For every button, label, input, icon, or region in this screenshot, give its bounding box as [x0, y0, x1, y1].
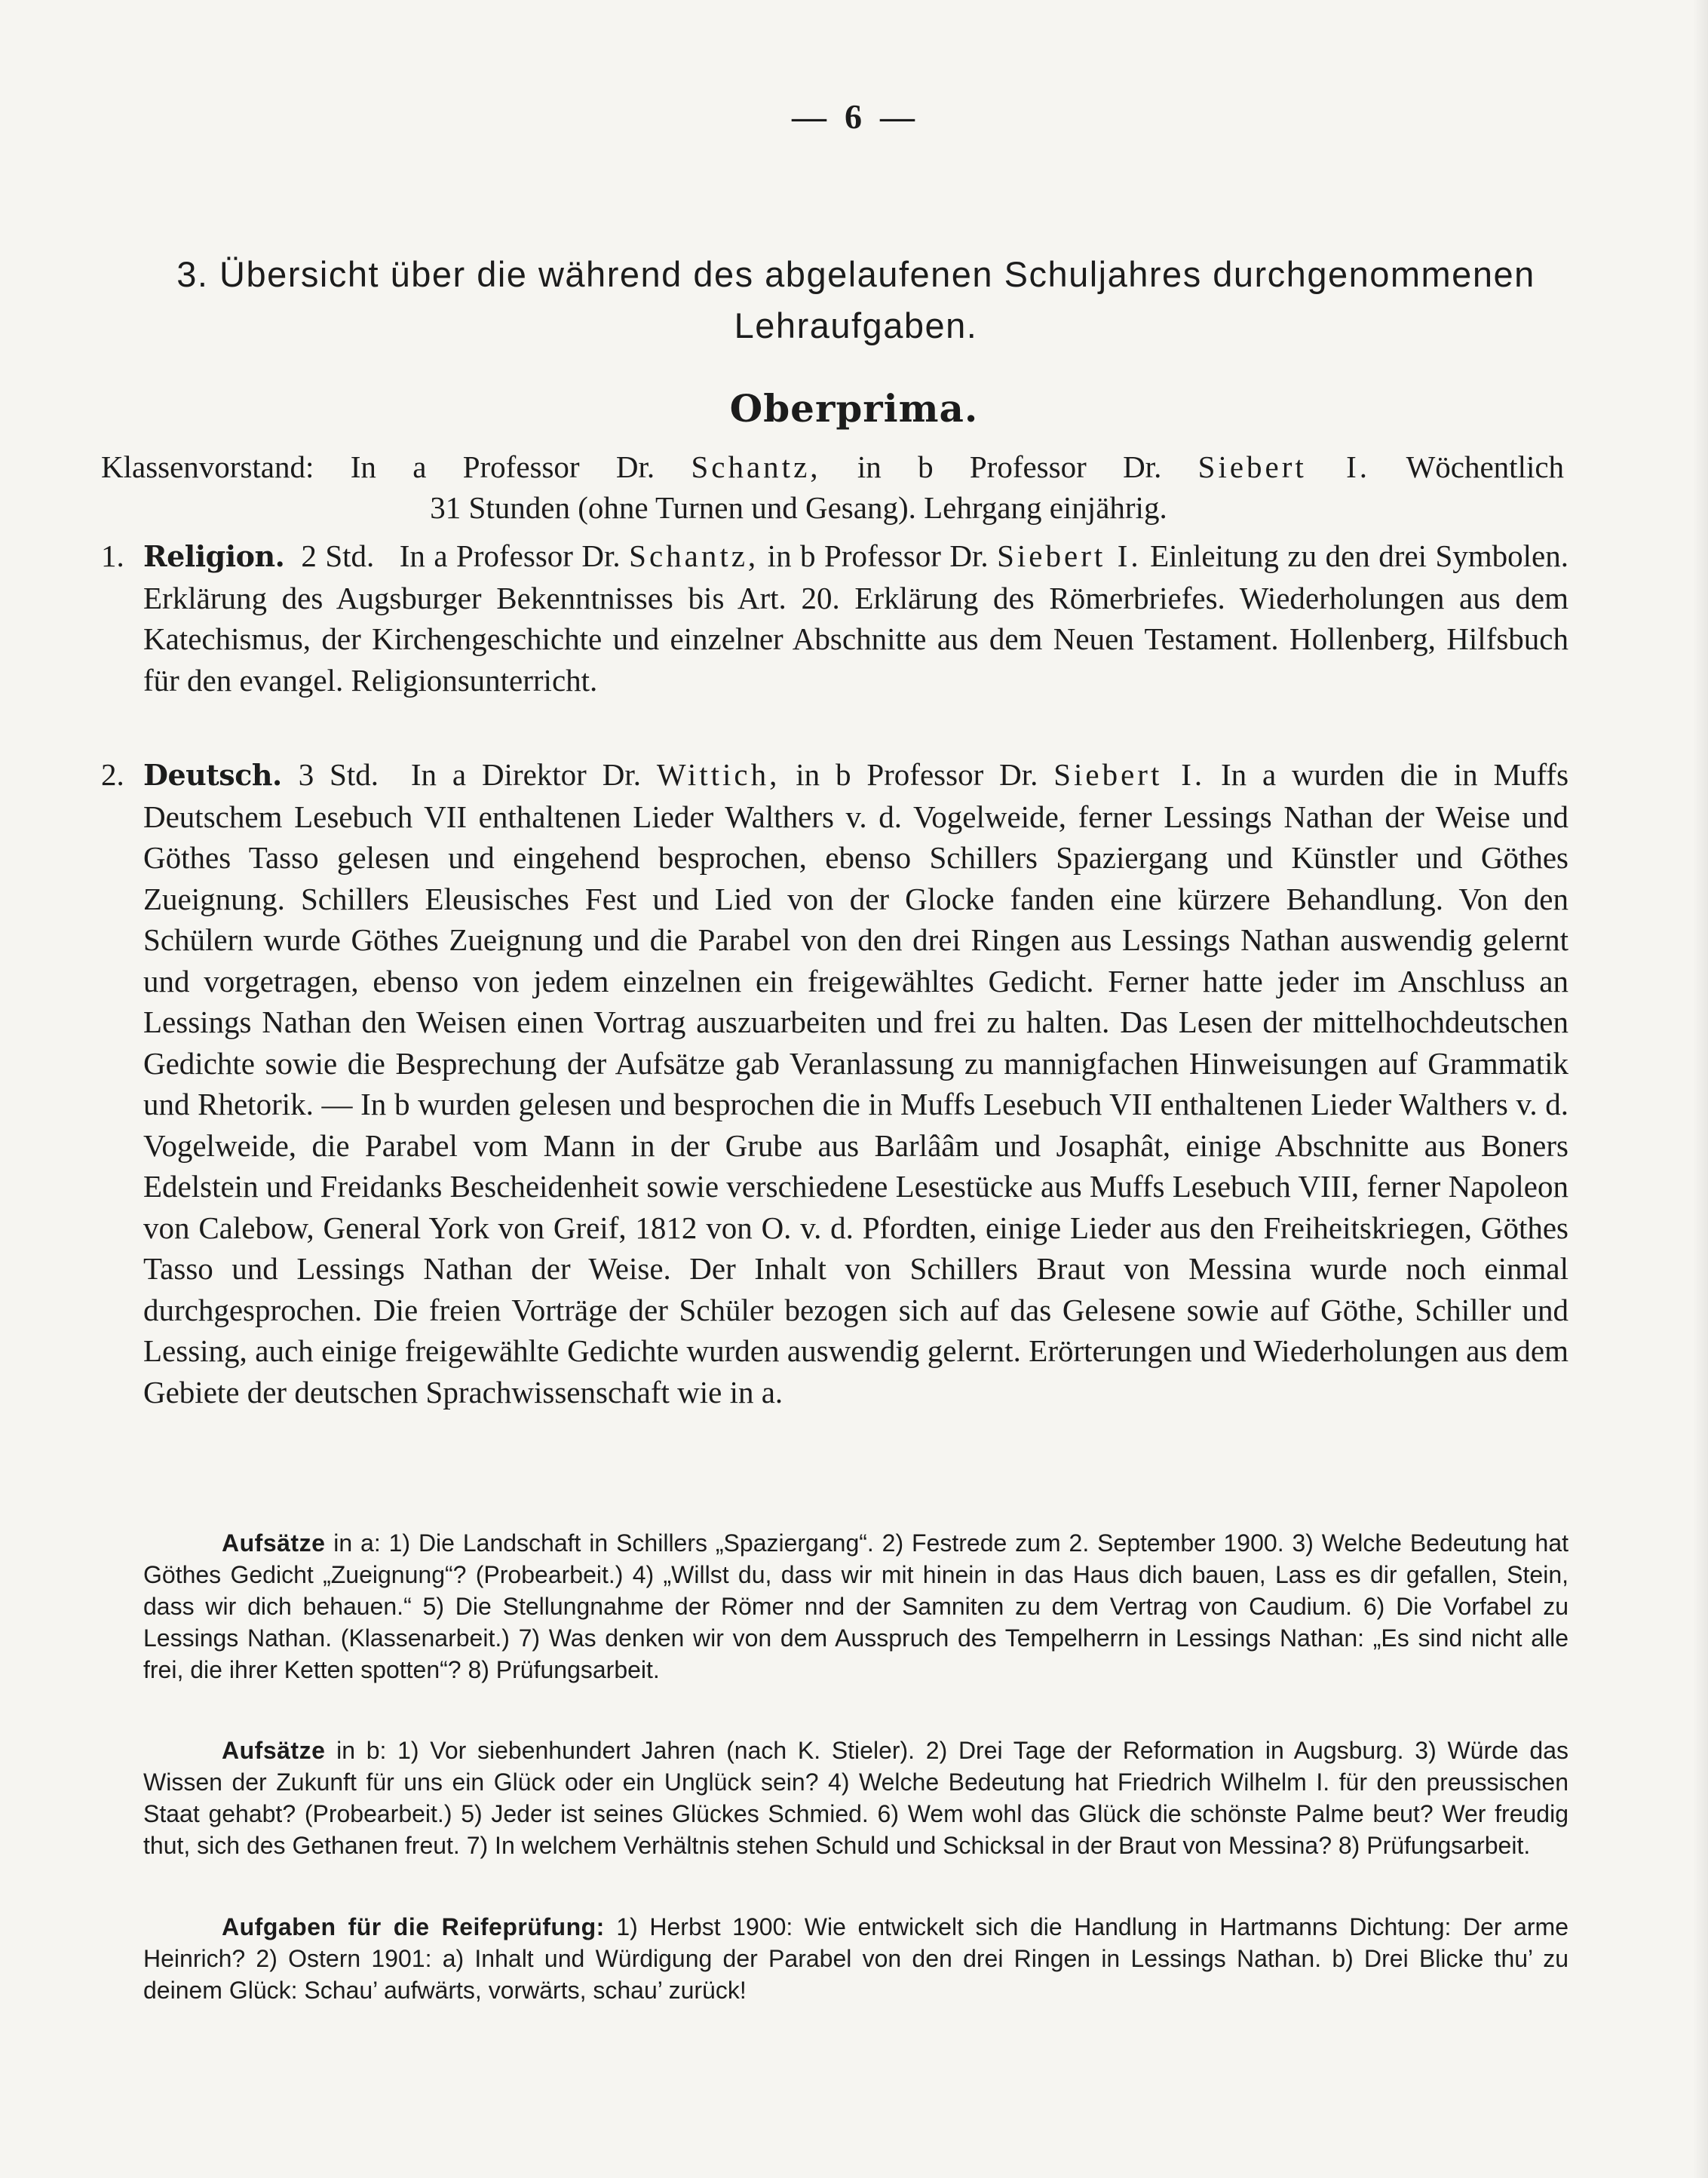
religion-teacher-a: Schantz,	[629, 538, 759, 573]
page-number-dash-left: —	[792, 97, 828, 136]
religion-teacher-b: Siebert I.	[997, 538, 1142, 573]
religion-section	[101, 535, 1568, 701]
klassenvorstand-name-a: Schantz,	[691, 449, 821, 484]
religion-teacher-mid: in b Professor Dr.	[767, 538, 989, 573]
aufsaetze-a-text: in a: 1) Die Landschaft in Schillers „Spaziergang“. 2) Festrede zum 2. September 1900. 3) Welche Bedeutung hat Göthes Gedicht „Zueignung“? (Probearbeit.) 4) „Willst du, dass wir mit hinein in das Haus dich bauen, Lass es dir gefallen, Stein, dass wir dich behauen.“ 5) Die Stellungnahme der Römer nnd der Samniten zu dem Vertrag von Caudium. 6) Die Vorfabel zu Lessings Nathan. (Klassenarbeit.) 7) Was denken wir von dem Ausspruch des Tempelherrn in Lessings Nathan: „Es sind nicht alle frei, die ihrer Ketten spotten“? 8) Prüfungsarbeit.	[143, 1529, 1569, 1683]
klassenvorstand-line-2: 31 Stunden (ohne Turnen und Gesang). Lehrgang einjährig.	[430, 490, 1167, 525]
deutsch-subject: Deutsch.	[143, 758, 282, 792]
klassenvorstand-part-1: In a Professor Dr.	[350, 449, 655, 484]
klassenvorstand-part-2: in b Professor Dr.	[857, 449, 1162, 484]
religion-number: 1.	[101, 538, 124, 573]
page-number	[0, 97, 1708, 137]
deutsch-item	[101, 754, 1568, 1413]
deutsch-text: In a wurden die in Muffs Deutschem Lesebuch VII enthaltenen Lieder Walthers v. d. Vogelweide, ferner Lessings Nathan der Weise und Göthes Tasso gelesen und eingehend besprochen, ebenso Schillers Spaziergang und Künstler und Göthes Zueignung. Schillers Eleusisches Fest und Lied von der Glocke fanden eine kürzere Behandlung. Von den Schülern wurde Göthes Zueignung und die Parabel von den drei Ringen aus Lessings Nathan auswendig gelernt und vorgetragen, ebenso von jedem einzelnen ein freigewähltes Gedicht. Ferner hatte jeder im Anschluss an Lessings Nathan den Weisen einen Vortrag auszuarbeiten und frei zu halten. Das Lesen der mittelhochdeutschen Gedichte sowie die Besprechung der Aufsätze gab Veranlassung zu mannigfachen Hinweisungen auf Grammatik und Rhetorik. — In b wurden gelesen und besprochen die in Muffs Lesebuch VII enthaltenen Lieder Walthers v. d. Vogelweide, die Parabel vom Mann in der Grube aus Barlââm und Josaphât, einige Abschnitte aus Boners Edelstein und Freidanks Bescheidenheit sowie verschiedene Lesestücke aus Muffs Lesebuch VIII, ferner Napoleon von Calebow, General York von Greif, 1812 von O. v. d. Pfordten, einige Lieder aus den Freiheitskriegen, Göthes Tasso und Lessings Nathan der Weise. Der Inhalt von Schillers Braut von Messina wurde noch einmal durchgesprochen. Die freien Vorträge der Schüler bezogen sich auf das Gelesene sowie auf Göthe, Schiller und Lessing, auch einige freigewählte Gedichte wurden auswendig gelernt. Erörterungen und Wiederholungen aus dem Gebiete der deutschen Sprachwissenschaft wie in a.	[143, 757, 1569, 1410]
religion-teacher-prefix: In a Professor Dr.	[399, 538, 621, 573]
klassenvorstand-name-b: Siebert I.	[1197, 449, 1371, 484]
deutsch-teacher-a: Wittich,	[656, 757, 780, 792]
deutsch-teacher-b: Siebert I.	[1053, 757, 1206, 792]
religion-item	[101, 535, 1568, 701]
class-title: Oberprima.	[729, 386, 979, 431]
page-number-dash-right: —	[880, 97, 916, 136]
deutsch-section	[101, 754, 1568, 1413]
reifepruefung-paragraph	[143, 1911, 1568, 2006]
aufsaetze-b-paragraph	[143, 1735, 1568, 1861]
deutsch-teacher-mid: in b Professor Dr.	[796, 757, 1038, 792]
klassenvorstand-block	[101, 446, 1564, 528]
aufsaetze-a-paragraph	[143, 1527, 1568, 1686]
scan-edge-shadow	[1693, 0, 1708, 2178]
religion-hours: 2 Std.	[301, 538, 375, 573]
religion-text: Einleitung zu den drei Symbolen. Erklärung des Augsburger Bekenntnisses bis Art. 20. Erklärung des Römerbriefes. Wiederholungen aus dem Katechismus, der Kirchengeschichte und einzelner Abschnitte aus dem Neuen Testament. Hollenberg, Hilfsbuch für den evangel. Religionsunterricht.	[143, 538, 1568, 698]
aufsaetze-b-text: in b: 1) Vor siebenhundert Jahren (nach K. Stieler). 2) Drei Tage der Reformation in Augsburg. 3) Würde das Wissen der Zukunft für uns ein Glück oder ein Unglück sein? 4) Welche Bedeutung hat Friedrich Wilhelm I. für den preussischen Staat gehabt? (Probearbeit.) 5) Jeder ist seines Glückes Schmied. 6) Wem wohl das Glück die schönste Palme beut? Wer freudig thut, sich des Gethanen freut. 7) In welchem Verhältnis stehen Schuld und Schicksal in der Braut von Messina? 8) Prüfungsarbeit.	[143, 1737, 1569, 1859]
aufsaetze-a-lead: Aufsätze	[222, 1529, 326, 1557]
klassenvorstand-part-3: Wöchentlich	[1406, 449, 1565, 484]
klassenvorstand-line-1	[101, 446, 1564, 487]
deutsch-hours: 3 Std.	[298, 757, 379, 792]
aufsaetze-b-lead: Aufsätze	[222, 1737, 326, 1764]
deutsch-teacher-prefix: In a Direktor Dr.	[410, 757, 641, 792]
page-number-value: 6	[845, 97, 863, 136]
reifepruefung-lead: Aufgaben für die Reifeprüfung:	[222, 1913, 605, 1940]
deutsch-number: 2.	[101, 757, 124, 792]
klassenvorstand-label: Klassenvorstand:	[101, 449, 314, 484]
section-heading: 3. Übersicht über die während des abgelaufenen Schuljahres durchgenommenen Lehraufgaben.	[176, 254, 1535, 345]
religion-subject: Religion.	[143, 539, 285, 573]
reifepruefung-text: 1) Herbst 1900: Wie entwickelt sich die Handlung in Hartmanns Dichtung: Der arme Heinrich? 2) Ostern 1901: a) Inhalt und Würdigung der Parabel von den drei Ringen in Lessings Nathan. b) Drei Blicke thu’ zu deinem Glück: Schau’ aufwärts, vorwärts, schau’ zurück!	[143, 1913, 1568, 2004]
